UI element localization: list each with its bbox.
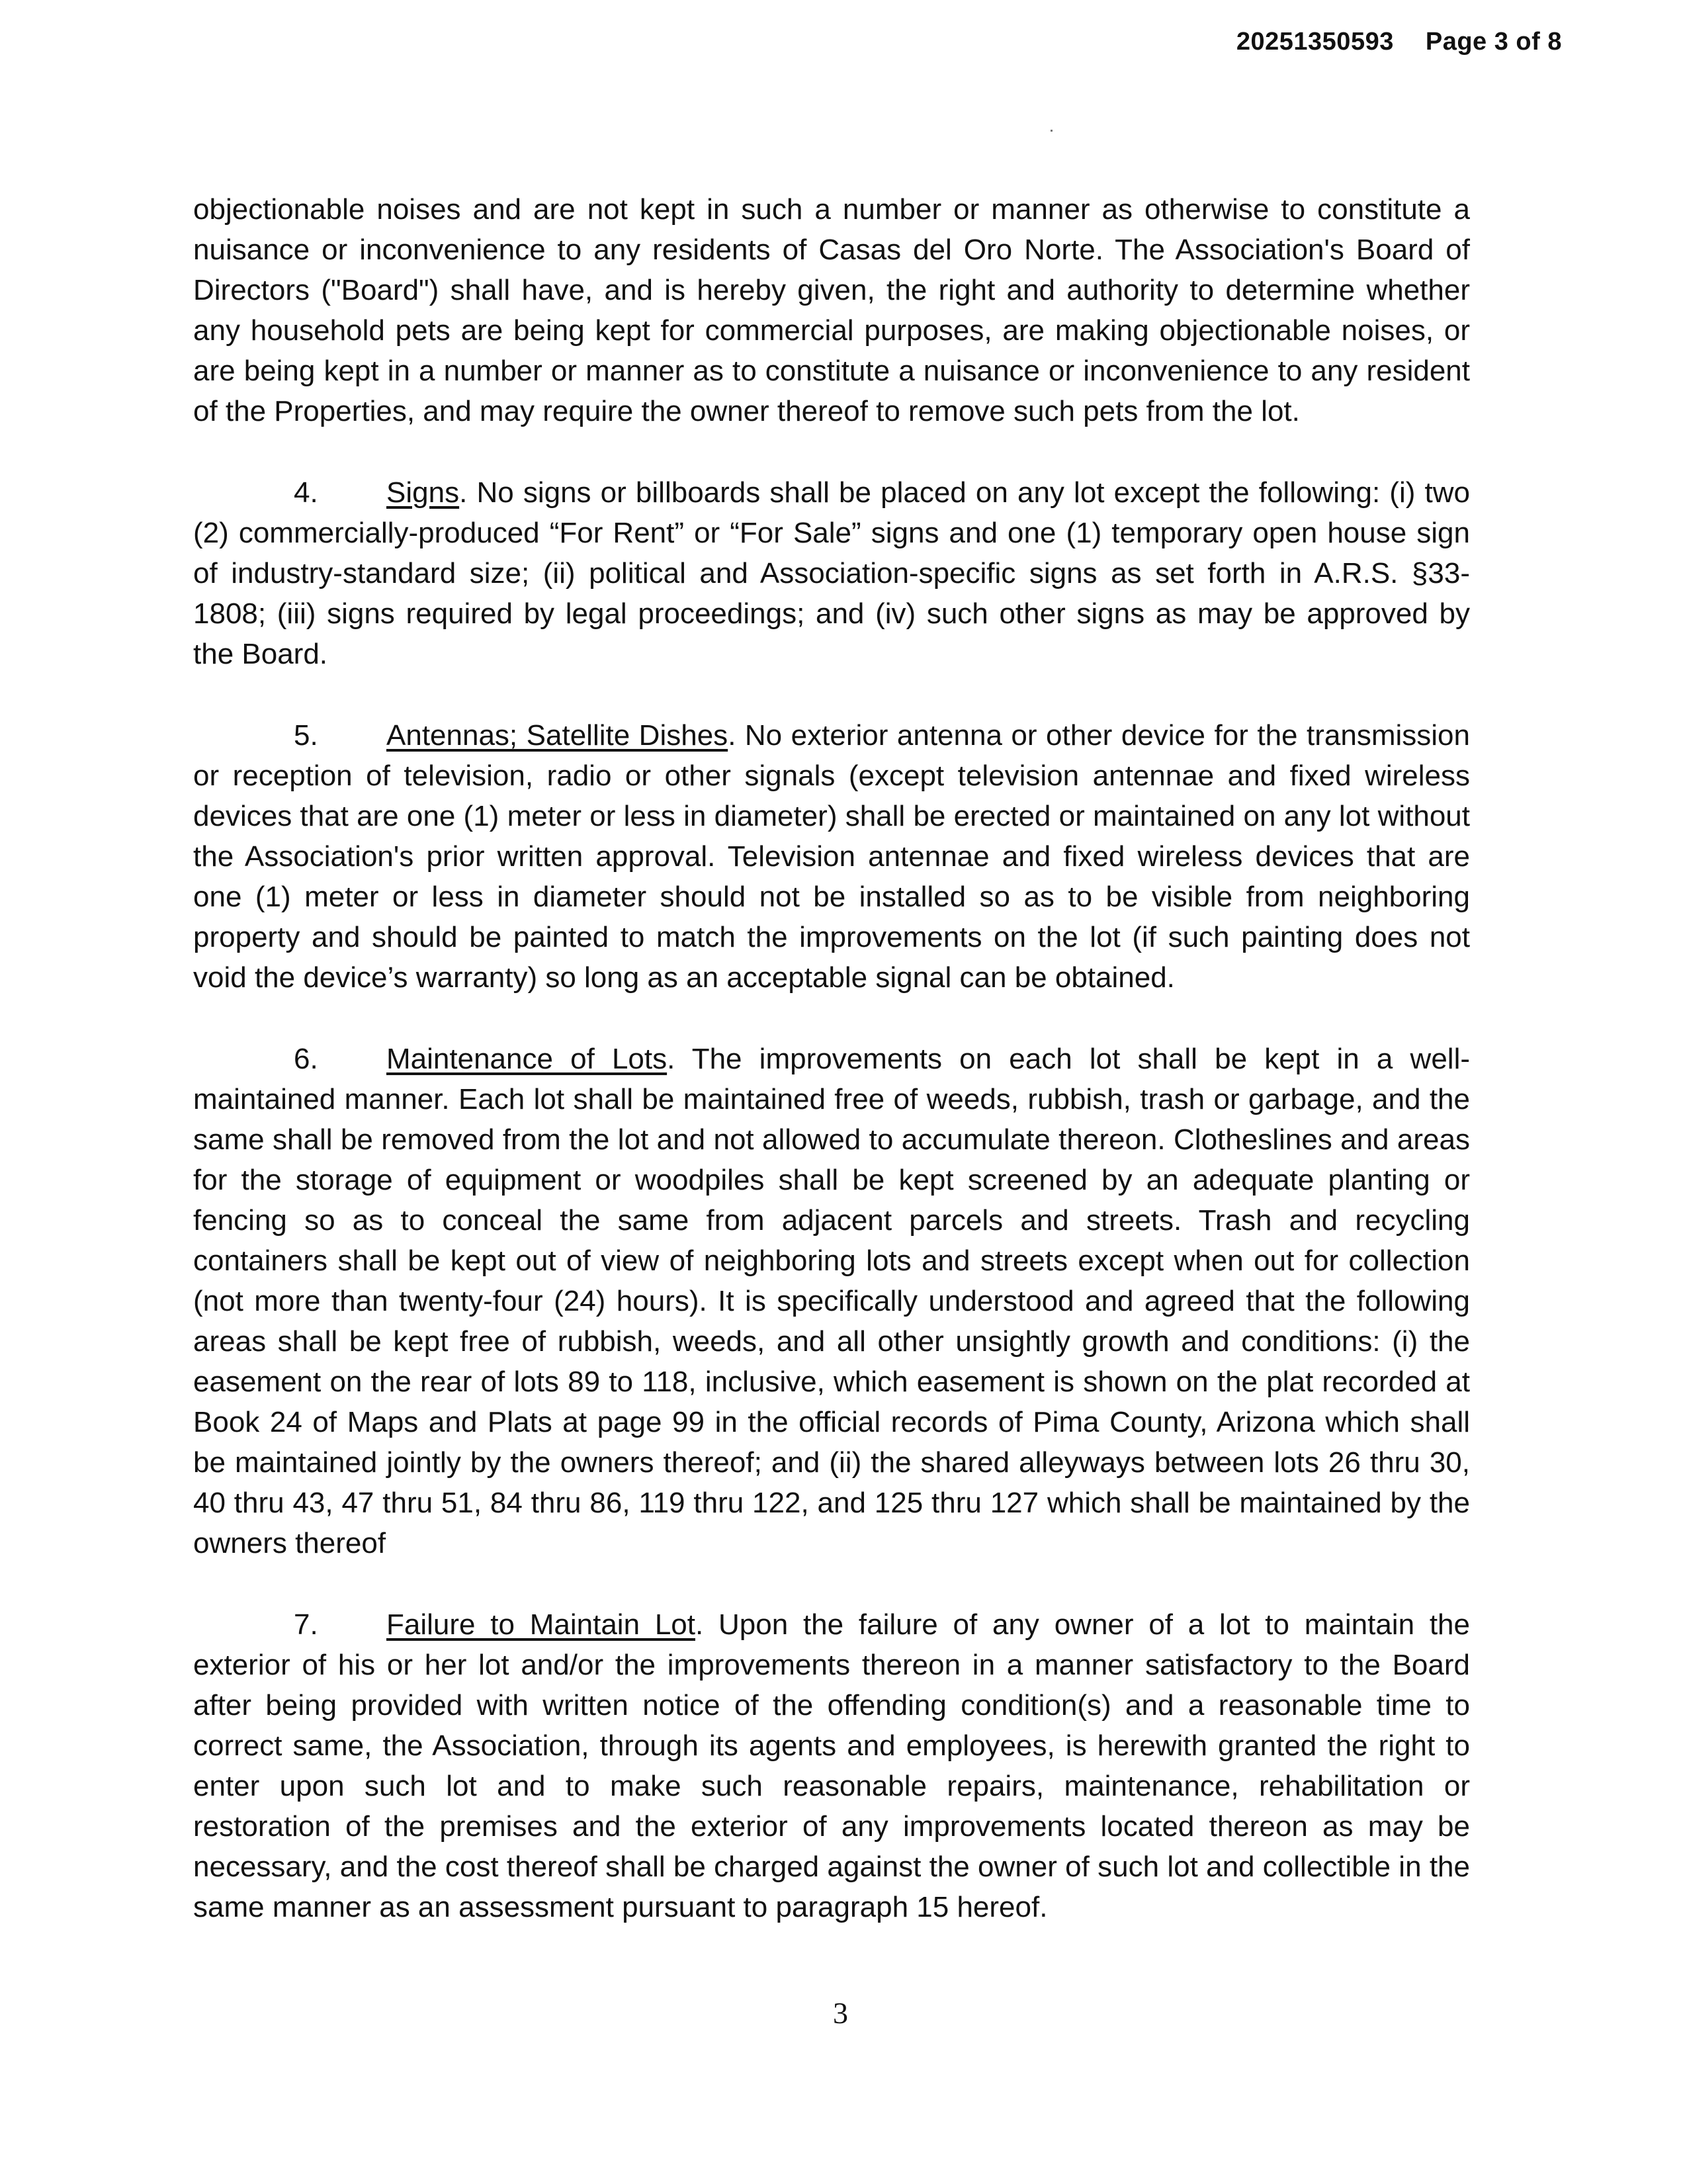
section-7-paragraph xyxy=(193,1604,1470,1927)
document-number: 20251350593 xyxy=(1236,28,1394,56)
section-number: 4. xyxy=(294,476,318,509)
section-number: 7. xyxy=(294,1608,318,1641)
page-number: 3 xyxy=(833,1996,848,2030)
scan-speck xyxy=(1051,130,1053,132)
document-body xyxy=(193,189,1470,1968)
section-heading: Failure to Maintain Lot xyxy=(386,1608,695,1641)
section-body: . No signs or billboards shall be placed on any lot except the following: (i) two (2) commercially-produced “For Rent” or “For Sale” signs and one (1) temporary open house sign of industry-standard size; (ii) political and Association-specific signs as set forth in A.R.S. §33-1808; (iii) signs required by legal proceedings; and (iv) such other signs as may be approved by the Board. xyxy=(193,476,1470,670)
page-label: Page 3 of 8 xyxy=(1425,28,1562,56)
section-heading: Maintenance of Lots xyxy=(386,1043,668,1075)
section-body: . No exterior antenna or other device for the transmission or reception of television, radio or other signals (except television antennae and fixed wireless devices that are one (1) meter or less in diameter) shall be erected or maintained on any lot without the Association's prior written approval. Television antennae and fixed wireless devices that are one (1) meter or less in diameter should not be installed so as to be visible from neighboring property and should be painted to match the improvements on the lot (if such painting does not void the device’s warranty) so long as an acceptable signal can be obtained. xyxy=(193,719,1470,994)
section-number: 6. xyxy=(294,1043,318,1075)
section-number: 5. xyxy=(294,719,318,752)
section-4-paragraph xyxy=(193,472,1470,674)
section-6-paragraph xyxy=(193,1039,1470,1563)
recording-stamp xyxy=(1236,28,1562,56)
section-body: . The improvements on each lot shall be kept in a well-maintained manner. Each lot shall be maintained free of weeds, rubbish, trash or garbage, and the same shall be removed from the lot and not allowed to accumulate thereon. Clotheslines and areas for the storage of equipment or woodpiles shall be kept screened by an adequate planting or fencing so as to conceal the same from adjacent parcels and streets. Trash and recycling containers shall be kept out of view of neighboring lots and streets except when out for collection (not more than twenty-four (24) hours). It is specifically understood and agreed that the following areas shall be kept free of rubbish, weeds, and all other unsightly growth and conditions: (i) the easement on the rear of lots 89 to 118, inclusive, which easement is shown on the plat recorded at Book 24 of Maps and Plats at page 99 in the official records of Pima County, Arizona which shall be maintained jointly by the owners thereof; and (ii) the shared alleyways between lots 26 thru 30, 40 thru 43, 47 thru 51, 84 thru 86, 119 thru 122, and 125 thru 127 which shall be maintained by the owners thereof xyxy=(193,1043,1470,1559)
section-body: . Upon the failure of any owner of a lot to maintain the exterior of his or her lot and/or the improvements thereon in a manner satisfactory to the Board after being provided with written notice of the offending condition(s) and a reasonable time to correct same, the Association, through its agents and employees, is herewith granted the right to enter upon such lot and to make such reasonable repairs, maintenance, rehabilitation or restoration of the premises and the exterior of any improvements located thereon as may be necessary, and the cost thereof shall be charged against the owner of such lot and collectible in the same manner as an assessment pursuant to paragraph 15 hereof. xyxy=(193,1608,1470,1923)
section-5-paragraph xyxy=(193,715,1470,998)
section-heading: Signs xyxy=(386,476,460,509)
section-heading: Antennas; Satellite Dishes xyxy=(386,719,728,752)
continuation-paragraph: objectionable noises and are not kept in such a number or manner as otherwise to constitute a nuisance or inconvenience to any residents of Casas del Oro Norte. The Association's Board of Directors ("Board") shall have, and is hereby given, the right and authority to determine whether any household pets are being kept for commercial purposes, are making objectionable noises, or are being kept in a number or manner as to constitute a nuisance or inconvenience to any resident of the Properties, and may require the owner thereof to remove such pets from the lot. xyxy=(193,193,1470,427)
